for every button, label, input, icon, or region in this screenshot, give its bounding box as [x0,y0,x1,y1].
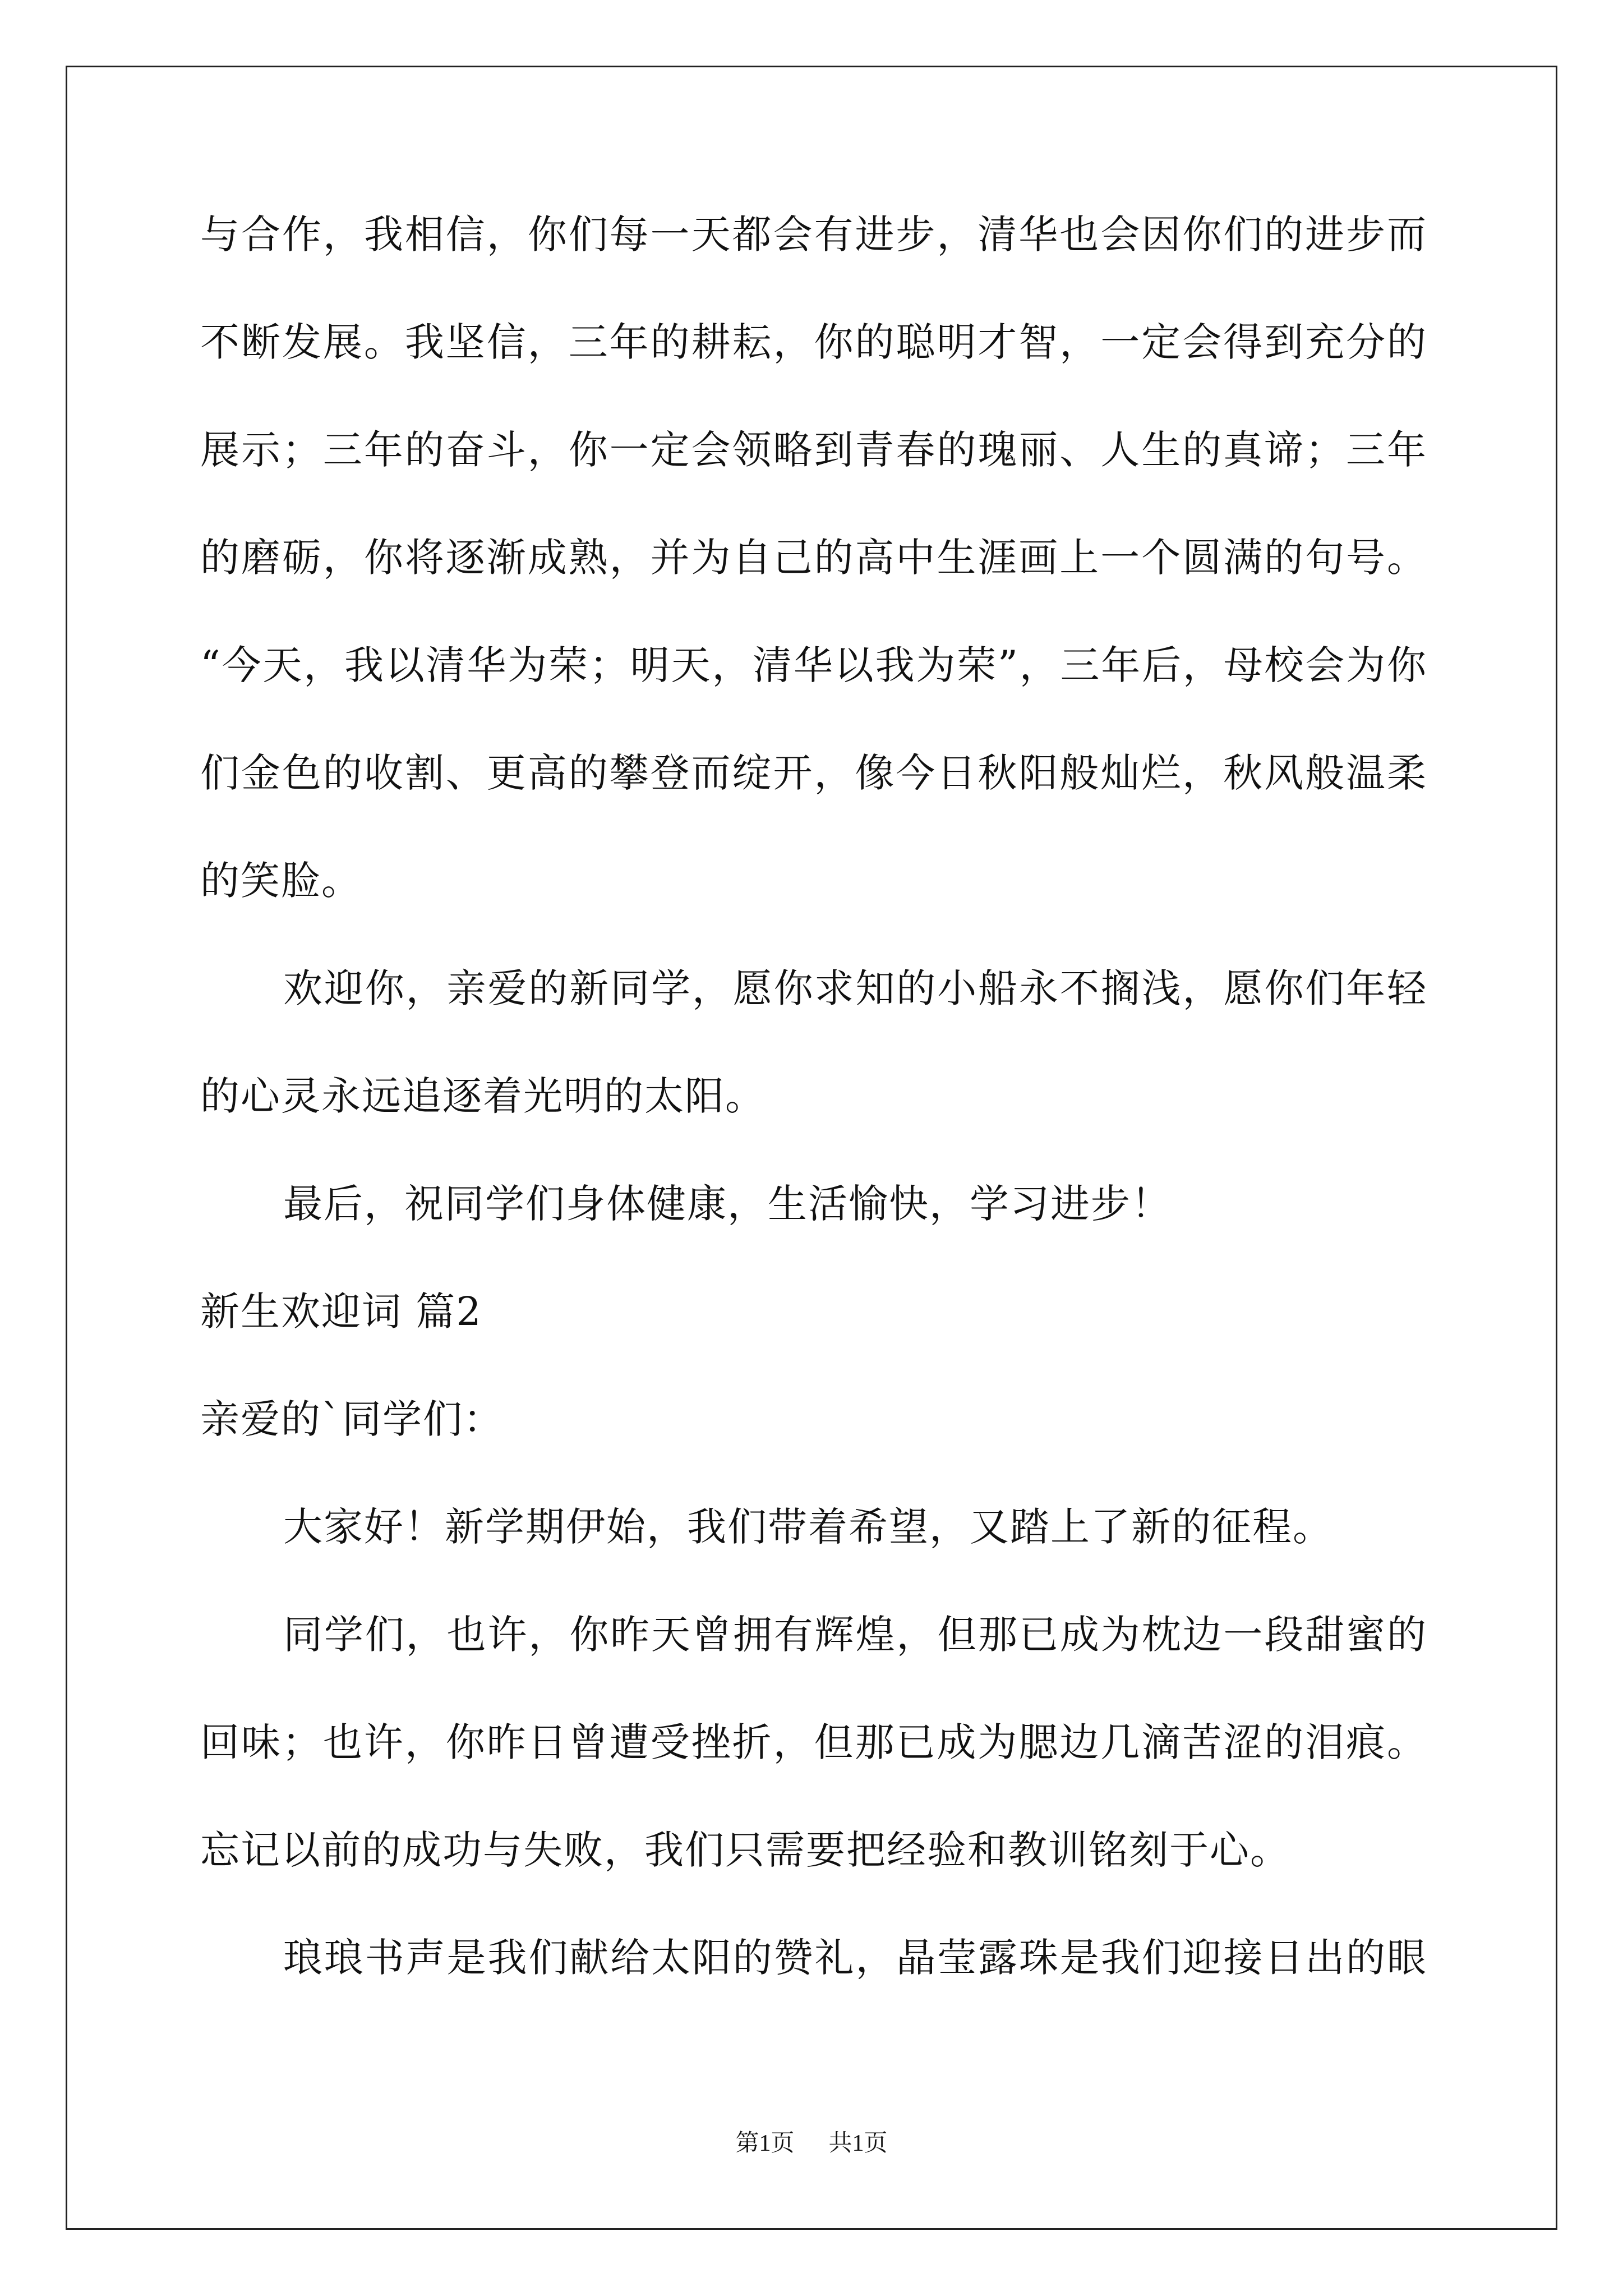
section-heading: 新生欢迎词 篇2 [200,1289,482,1335]
body-line-1: 与合作，我相信，你们每一天都会有进步，清华也会因你们的进步而 [200,211,1426,257]
body-line-4: 的磨砺，你将逐渐成熟，并为自己的高中生涯画上一个圆满的句号。 [200,535,1426,581]
page-number-total: 共1页 [828,2131,888,2156]
body-line-10: 最后，祝同学们身体健康，生活愉快，学习进步！ [283,1181,1172,1227]
page-footer [0,2129,1623,2157]
body-line-8: 欢迎你，亲爱的新同学，愿你求知的小船永不搁浅，愿你们年轻 [283,965,1426,1011]
body-line-7: 的笑脸。 [200,858,362,904]
body-line-9: 的心灵永远追逐着光明的太阳。 [200,1073,766,1119]
body-line-16: 忘记以前的成功与失败，我们只需要把经验和教训铭刻于心。 [200,1827,1290,1873]
body-line-6: 们金色的收割、更高的攀登而绽开，像今日秋阳般灿烂，秋风般温柔 [200,750,1426,796]
body-line-17: 琅琅书声是我们献给太阳的赞礼，晶莹露珠是我们迎接日出的眼 [283,1935,1426,1981]
body-line-13: 大家好！新学期伊始，我们带着希望，又踏上了新的征程。 [283,1504,1333,1550]
body-line-5: “今天，我以清华为荣；明天，清华以我为荣”，三年后，母校会为你 [200,642,1426,688]
body-line-14: 同学们，也许，你昨天曾拥有辉煌，但那已成为枕边一段甜蜜的 [283,1612,1426,1658]
salutation: 亲爱的`同学们： [200,1396,504,1442]
body-line-2: 不断发展。我坚信，三年的耕耘，你的聪明才智，一定会得到充分的 [200,319,1426,365]
page-number-current: 第1页 [735,2131,795,2156]
page-border [66,66,1557,2230]
body-line-3: 展示；三年的奋斗，你一定会领略到青春的瑰丽、人生的真谛；三年 [200,427,1426,473]
body-line-15: 回味；也许，你昨日曾遭受挫折，但那已成为腮边几滴苦涩的泪痕。 [200,1719,1426,1765]
